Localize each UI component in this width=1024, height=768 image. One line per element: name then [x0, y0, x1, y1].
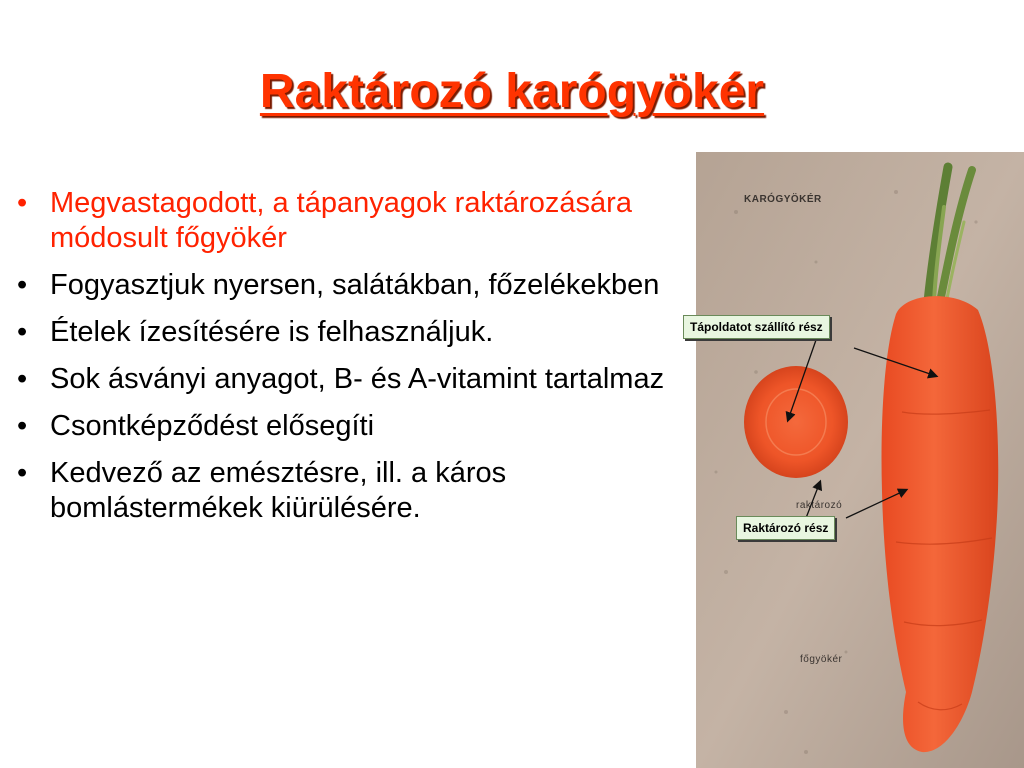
photo-header-label: KARÓGYÖKÉR: [744, 194, 822, 205]
carrot-photo: [696, 152, 1024, 768]
callout-storage: Raktározó rész: [736, 516, 835, 540]
bullet-text: Sok ásványi anyagot, B- és A-vitamint tartalmaz: [50, 363, 665, 395]
bullet-glyph: •: [17, 410, 28, 442]
bullet-glyph: •: [17, 187, 28, 219]
bullet-list: [14, 186, 690, 538]
bullet-text: Megvastagodott, a tápanyagok raktározására módosult főgyökér: [50, 187, 632, 254]
bullet-glyph: •: [17, 457, 28, 489]
callout-transport: Tápoldatot szállító rész: [683, 315, 830, 339]
bullet-glyph: •: [17, 269, 28, 301]
bullet-text: Csontképződést elősegíti: [50, 410, 375, 442]
photo-label-bottom: főgyökér: [800, 654, 843, 665]
bullet-glyph: •: [17, 316, 28, 348]
slide-title: Raktározó karógyökér: [259, 65, 765, 118]
bullet-item: [14, 362, 690, 397]
bullet-item: [14, 268, 690, 303]
photo-label-middle: raktározó: [796, 500, 843, 511]
bullet-text: Fogyasztjuk nyersen, salátákban, főzelékekben: [50, 269, 660, 301]
bullet-item: [14, 456, 690, 526]
bullet-text: Ételek ízesítésére is felhasználjuk.: [50, 316, 494, 348]
carrot-slice: [744, 366, 848, 478]
bullet-text: Kedvező az emésztésre, ill. a káros bomlástermékek kiürülésére.: [50, 457, 507, 524]
bullet-item: [14, 409, 690, 444]
bullet-item: [14, 186, 690, 256]
bullet-item: [14, 315, 690, 350]
bullet-glyph: •: [17, 363, 28, 395]
